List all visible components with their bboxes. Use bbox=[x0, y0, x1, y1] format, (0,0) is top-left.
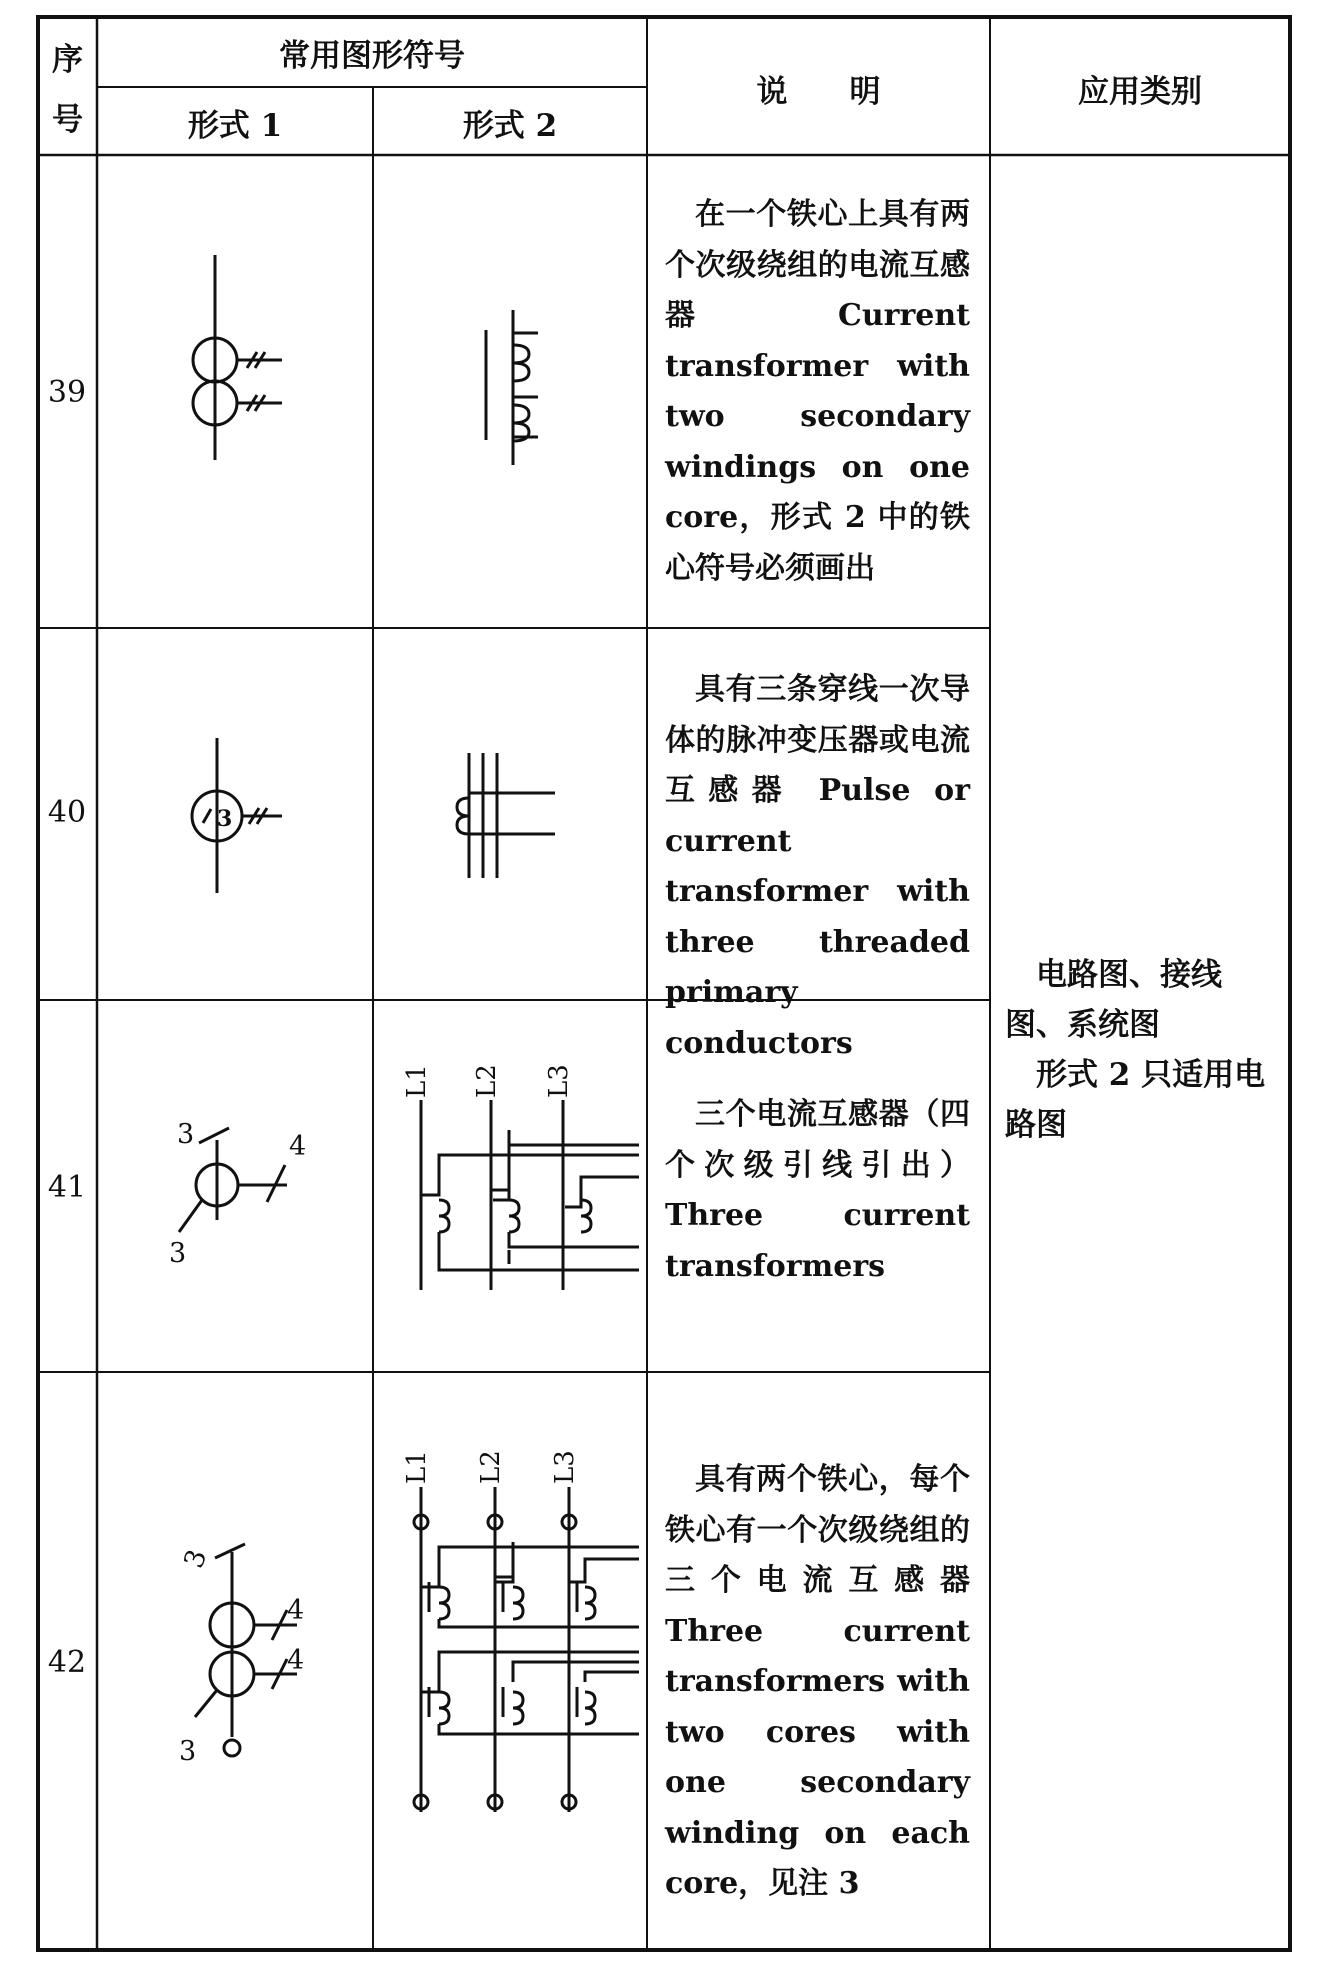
form2-label: L2 bbox=[472, 1064, 502, 1098]
row-description: 在一个铁心上具有两个次级绕组的电流互感器 Current transformer with two secondary windings on one core，形式 2 中的铁心符号必须画出 bbox=[665, 197, 970, 586]
form2-label: L2 bbox=[476, 1450, 506, 1484]
three-current-transformers-form2-icon bbox=[373, 1000, 647, 1372]
application-category bbox=[1005, 950, 1277, 1150]
form2-label: L3 bbox=[544, 1064, 574, 1098]
form1-label: 4 bbox=[287, 1645, 305, 1676]
application-line-1: 电路图、接线图、系统图 bbox=[1005, 957, 1222, 1043]
row-number: 42 bbox=[47, 1645, 87, 1680]
form1-label: 3 bbox=[169, 1238, 187, 1269]
application-line-2: 形式 2 只适用电路图 bbox=[1005, 1057, 1266, 1143]
current-transformer-two-secondary-form2-icon bbox=[373, 155, 647, 628]
form1-label: 4 bbox=[287, 1595, 305, 1626]
row-number: 40 bbox=[47, 795, 87, 830]
form1-label: 3 bbox=[178, 1545, 214, 1573]
header-description: 说 明 bbox=[756, 74, 881, 110]
pulse-transformer-three-primary-form2-icon bbox=[373, 628, 647, 1000]
current-transformer-two-secondary-form1-icon bbox=[97, 155, 373, 628]
three-current-transformers-two-cores-form2-icon bbox=[373, 1372, 647, 1950]
row-description: 具有两个铁心，每个铁心有一个次级绕组的三个电流互感器 Three current transformers with two cores with one secondary winding on each core，见注 3 bbox=[665, 1462, 970, 1901]
form1-label: 4 bbox=[289, 1131, 307, 1162]
row-description: 三个电流互感器（四个次级引线引出）Three current transformers bbox=[665, 1097, 970, 1284]
row-number: 39 bbox=[47, 375, 87, 410]
header-form2: 形式 2 bbox=[462, 108, 558, 144]
header-seq: 序 号 bbox=[52, 42, 83, 138]
row-number: 41 bbox=[47, 1170, 87, 1205]
form1-label: 3 bbox=[179, 1736, 197, 1767]
form1-label: 3 bbox=[217, 806, 233, 832]
form2-label: L1 bbox=[402, 1450, 432, 1484]
header-application: 应用类别 bbox=[1078, 74, 1202, 110]
form2-label: L3 bbox=[550, 1450, 580, 1484]
form1-label: 3 bbox=[177, 1119, 195, 1150]
header-form1: 形式 1 bbox=[187, 108, 283, 144]
three-current-transformers-two-cores-form1-icon bbox=[97, 1372, 373, 1950]
three-current-transformers-form1-icon bbox=[97, 1000, 373, 1372]
header-symbol-group: 常用图形符号 bbox=[279, 38, 465, 74]
row-description: 具有三条穿线一次导体的脉冲变压器或电流互感器 Pulse or current transformer with three threaded primary conductors bbox=[665, 672, 970, 1061]
form2-label: L1 bbox=[402, 1064, 432, 1098]
pulse-transformer-three-primary-form1-icon bbox=[97, 628, 373, 1000]
